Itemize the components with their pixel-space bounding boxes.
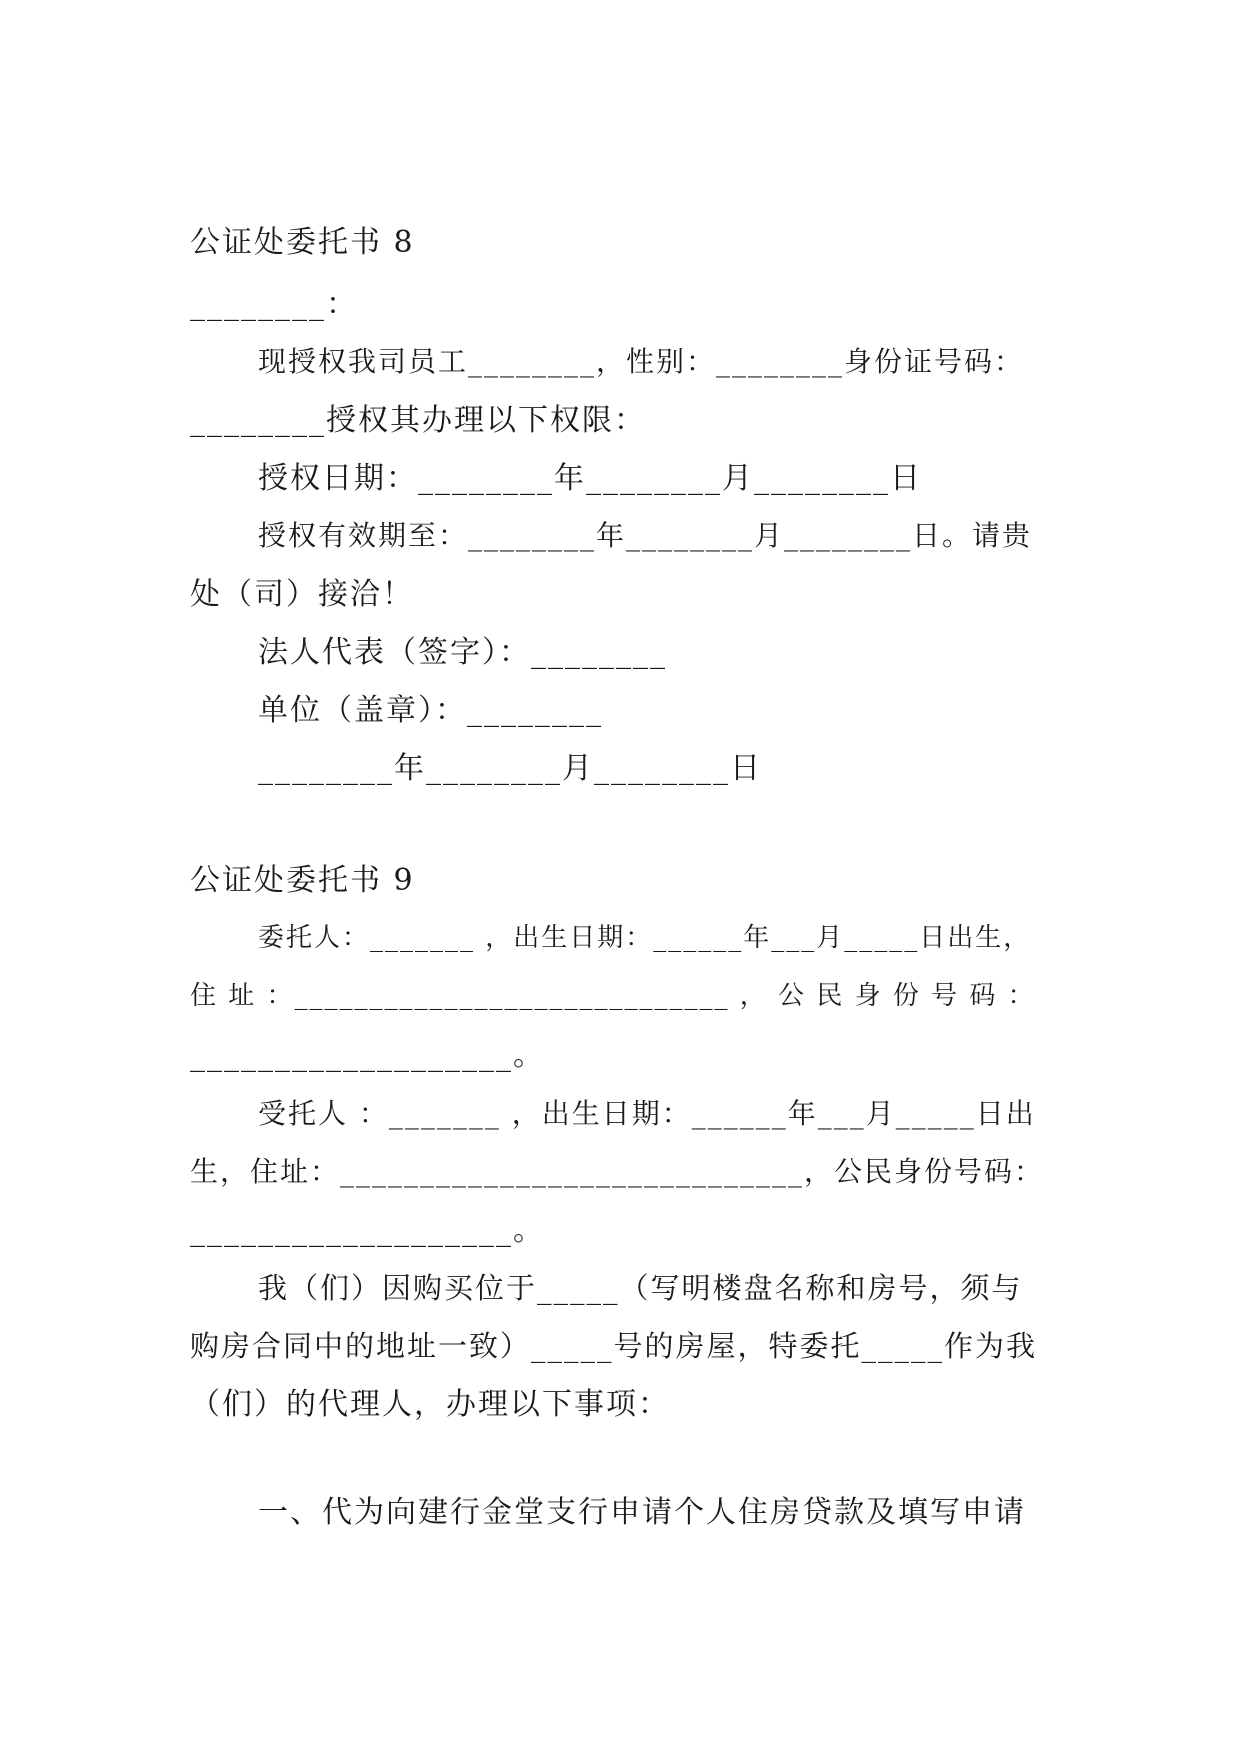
paragraph-line: 授权日期：________年________月________日	[258, 461, 922, 496]
addressee-line: ________：	[190, 287, 358, 322]
date-line: ________年________月________日	[258, 751, 762, 786]
paragraph-line: 处（司）接洽！	[190, 577, 414, 612]
paragraph-line: 我（们）因购买位于_____（写明楼盘名称和房号，须与	[258, 1271, 1023, 1305]
paragraph-line: 住 址 ：_____________________________ ， 公 民 身 份 号 码 ：	[190, 981, 1036, 1011]
paragraph-line: 委托人：_______ ，出生日期：______年___月_____日出生，	[258, 923, 1032, 953]
seal-line: 单位（盖章）：________	[258, 693, 603, 728]
paragraph-line: ___________________。	[190, 1213, 545, 1248]
paragraph-line: 现授权我司员工________，性别：________身份证号码：	[258, 345, 1025, 378]
paragraph-line: ________授权其办理以下权限：	[190, 403, 646, 438]
signature-line: 法人代表（签字）：________	[258, 635, 667, 670]
paragraph-line: （们）的代理人，办理以下事项：	[190, 1387, 670, 1422]
paragraph-line: 受托人 ：_______ ，出生日期：______年___月_____日出	[258, 1097, 1036, 1130]
section-title: 公证处委托书 9	[190, 863, 415, 898]
paragraph-line: ___________________。	[190, 1038, 545, 1073]
section-title: 公证处委托书 8	[190, 225, 415, 260]
paragraph-line: 生，住址：_____________________________，公民身份号码：	[190, 1155, 1045, 1188]
paragraph-line: 授权有效期至：________年________月________日。请贵	[258, 519, 1033, 552]
paragraph-line: 购房合同中的地址一致）_____号的房屋，特委托_____作为我	[190, 1329, 1038, 1363]
paragraph-line: 一、代为向建行金堂支行申请个人住房贷款及填写申请	[258, 1495, 1026, 1530]
